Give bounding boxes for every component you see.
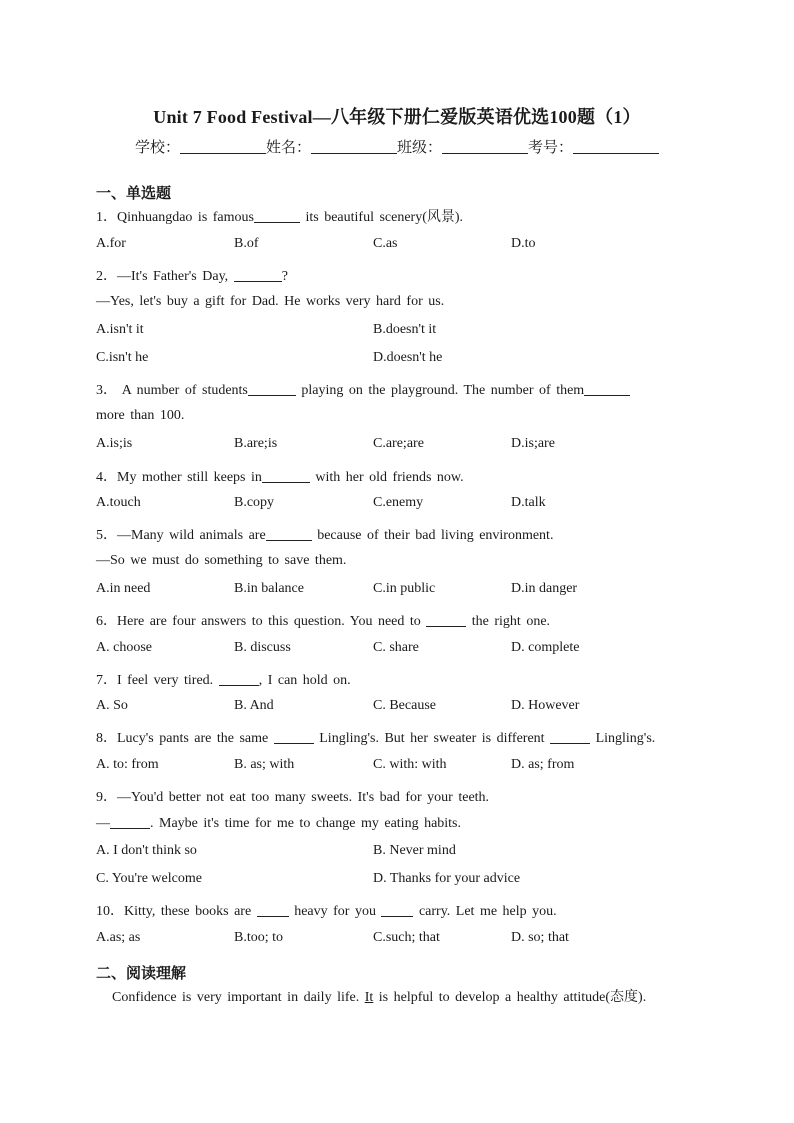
question-4-text-end: with her old friends now. <box>309 470 464 485</box>
name-label: 姓名： <box>265 138 311 156</box>
answer-blank <box>266 527 312 541</box>
section-heading-single-choice: 一、单选题 <box>96 184 172 202</box>
question-10-text-end: carry. Let me help you. <box>413 904 557 919</box>
option-c[interactable]: C.isn't he <box>96 350 149 365</box>
number-blank[interactable] <box>573 139 659 154</box>
question-3 <box>96 379 630 399</box>
question-10-text: 10．Kitty, these books are <box>96 904 257 919</box>
question-6 <box>96 610 550 630</box>
question-9-reply <box>96 815 461 832</box>
option-d[interactable]: D.is;are <box>511 436 555 451</box>
question-1 <box>96 206 463 226</box>
option-d[interactable]: D.doesn't he <box>373 350 443 365</box>
question-6-text: 6．Here are four answers to this question. You need to <box>96 614 427 629</box>
question-5-text-end: because of their bad living environment. <box>311 528 554 543</box>
question-2-text: 2．—It's Father's Day, <box>96 269 234 284</box>
question-10-text-mid: heavy for you <box>288 904 382 919</box>
option-a[interactable]: A. choose <box>96 640 152 655</box>
student-info-row <box>0 136 794 157</box>
question-2-reply: —Yes, let's buy a gift for Dad. He works very hard for us. <box>96 294 445 309</box>
question-1-text: 1．Qinhuangdao is famous <box>96 210 254 225</box>
option-d[interactable]: D.to <box>511 236 536 251</box>
option-a[interactable]: A. So <box>96 698 128 713</box>
answer-blank <box>110 815 150 829</box>
question-3-text: 3． A number of students <box>96 383 248 398</box>
option-a[interactable]: A. I don't think so <box>96 843 197 858</box>
answer-blank <box>257 903 289 917</box>
section-heading-reading: 二、阅读理解 <box>96 964 187 982</box>
option-a[interactable]: A.as; as <box>96 930 141 945</box>
question-9: 9．—You'd better not eat too many sweets. It's bad for your teeth. <box>96 790 490 805</box>
option-d[interactable]: D. However <box>511 698 580 713</box>
question-7 <box>96 669 351 689</box>
answer-blank <box>248 382 296 396</box>
answer-blank <box>219 672 259 686</box>
option-b[interactable]: B.of <box>234 236 259 251</box>
option-a[interactable]: A. to: from <box>96 757 159 772</box>
option-b[interactable]: B.are;is <box>234 436 278 451</box>
question-7-text: 7．I feel very tired. <box>96 673 219 688</box>
option-d[interactable]: D. so; that <box>511 930 569 945</box>
question-8-text: 8．Lucy's pants are the same <box>96 731 274 746</box>
option-b[interactable]: B.too; to <box>234 930 284 945</box>
answer-blank <box>234 268 282 282</box>
question-6-text-end: the right one. <box>466 614 551 629</box>
option-d[interactable]: D.in danger <box>511 581 578 596</box>
option-c[interactable]: C. with: with <box>373 757 447 772</box>
option-c[interactable]: C. share <box>373 640 419 655</box>
option-c[interactable]: C.as <box>373 236 398 251</box>
question-5-text: 5．—Many wild animals are <box>96 528 266 543</box>
option-b[interactable]: B.copy <box>234 495 275 510</box>
option-c[interactable]: C.such; that <box>373 930 440 945</box>
option-b[interactable]: B.in balance <box>234 581 304 596</box>
name-blank[interactable] <box>311 139 397 154</box>
answer-blank <box>274 730 314 744</box>
option-a[interactable]: A.for <box>96 236 126 251</box>
option-b[interactable]: B.doesn't it <box>373 322 437 337</box>
question-3-text-mid: playing on the playground. The number of them <box>295 383 585 398</box>
school-label: 学校： <box>134 138 180 156</box>
question-8-text-end: Lingling's. <box>590 731 656 746</box>
answer-blank <box>381 903 413 917</box>
answer-blank <box>584 382 630 396</box>
option-c[interactable]: C.in public <box>373 581 436 596</box>
option-c[interactable]: C. You're welcome <box>96 871 202 886</box>
answer-blank <box>426 613 466 627</box>
question-5-reply: —So we must do something to save them. <box>96 553 347 568</box>
option-a[interactable]: A.touch <box>96 495 141 510</box>
option-b[interactable]: B. And <box>234 698 274 713</box>
number-label: 考号： <box>528 138 574 156</box>
option-d[interactable]: D. Thanks for your advice <box>373 871 521 886</box>
option-d[interactable]: D.talk <box>511 495 546 510</box>
question-9-dash: — <box>96 816 110 831</box>
question-2-text-end: ? <box>281 269 288 284</box>
class-label: 班级： <box>397 138 443 156</box>
option-b[interactable]: B. Never mind <box>373 843 456 858</box>
question-5 <box>96 524 553 544</box>
option-d[interactable]: D. as; from <box>511 757 575 772</box>
answer-blank <box>262 469 310 483</box>
question-4 <box>96 466 464 486</box>
option-c[interactable]: C. Because <box>373 698 436 713</box>
question-7-text-end: , I can hold on. <box>258 673 351 688</box>
option-a[interactable]: A.isn't it <box>96 322 144 337</box>
option-c[interactable]: C.are;are <box>373 436 424 451</box>
page-title: Unit 7 Food Festival—八年级下册仁爱版英语优选100题（1） <box>153 107 641 127</box>
option-c[interactable]: C.enemy <box>373 495 424 510</box>
underlined-word: It <box>364 990 374 1005</box>
class-blank[interactable] <box>442 139 528 154</box>
reading-text-end: is helpful to develop a healthy attitude(态度). <box>373 990 647 1005</box>
option-b[interactable]: B. discuss <box>234 640 291 655</box>
question-8 <box>96 727 655 747</box>
reading-passage-first-line <box>112 986 646 1006</box>
question-8-text-mid: Lingling's. But her sweater is different <box>313 731 551 746</box>
answer-blank <box>550 730 590 744</box>
option-b[interactable]: B. as; with <box>234 757 295 772</box>
question-1-text-end: its beautiful scenery(风景). <box>299 210 464 225</box>
option-d[interactable]: D. complete <box>511 640 580 655</box>
answer-blank <box>254 209 300 223</box>
question-2 <box>96 265 288 285</box>
question-9-reply-text: . Maybe it's time for me to change my eating habits. <box>150 816 462 831</box>
option-a[interactable]: A.in need <box>96 581 151 596</box>
question-3-continued: more than 100. <box>96 408 185 423</box>
option-a[interactable]: A.is;is <box>96 436 133 451</box>
reading-text: Confidence is very important in daily life. <box>112 990 365 1005</box>
question-4-text: 4．My mother still keeps in <box>96 470 262 485</box>
school-blank[interactable] <box>180 139 266 154</box>
question-10 <box>96 900 557 920</box>
